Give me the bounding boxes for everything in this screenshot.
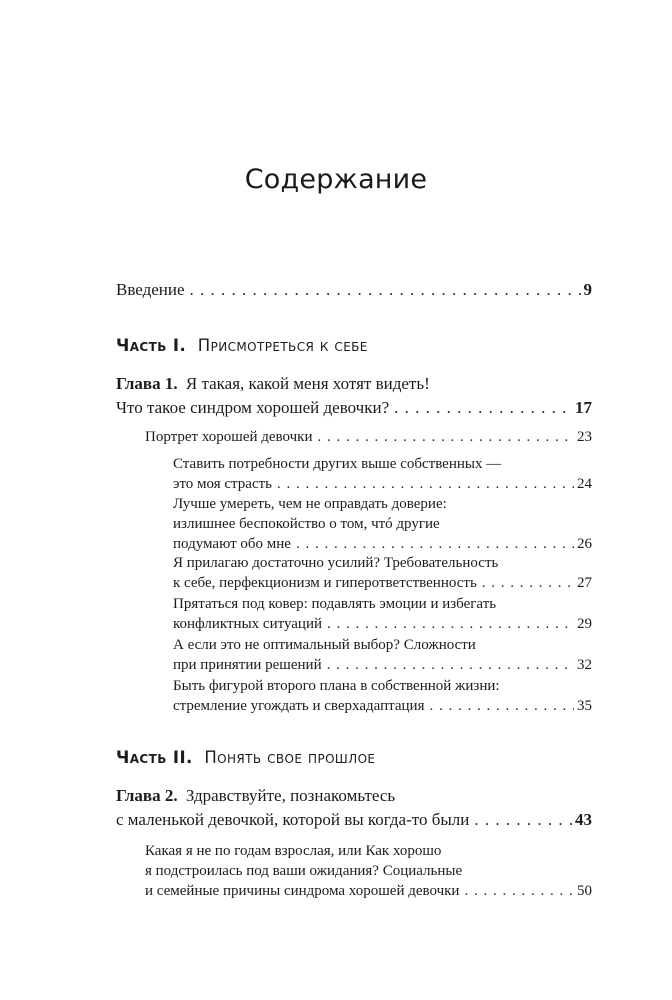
leader-dots: [394, 396, 572, 420]
toc-entry-subsection[interactable]: [173, 635, 592, 675]
leader-dots: [474, 808, 572, 832]
chapter-label: Глава 1.: [116, 374, 178, 393]
part-label: Часть I.: [116, 336, 187, 355]
chapter-title-line: Что такое синдром хорошей девочки?: [116, 398, 390, 417]
toc-entry-text: Портрет хорошей девочки: [145, 429, 313, 445]
leader-dots: [296, 534, 574, 554]
toc-entry-section[interactable]: [145, 841, 592, 901]
toc-entry-text: Лучше умереть, чем не оправдать доверие:: [173, 496, 447, 512]
toc-entry-text: это моя страсть: [173, 476, 273, 492]
toc-page-number: 27: [577, 575, 592, 591]
toc-page-number: 35: [577, 698, 592, 714]
toc-entry-subsection[interactable]: [173, 594, 592, 634]
toc-page-number: 50: [577, 883, 592, 899]
toc-page-number: 26: [577, 536, 592, 552]
chapter-label: Глава 2.: [116, 786, 178, 805]
toc-entry-text: А если это не оптимальный выбор? Сложности: [173, 637, 476, 653]
toc-page-number: 29: [577, 616, 592, 632]
toc-page-number: 32: [577, 657, 592, 673]
toc-entry-intro[interactable]: [116, 278, 592, 302]
part-title: Понять свое прошлое: [204, 748, 376, 767]
toc-entry-subsection[interactable]: [173, 494, 592, 554]
toc-entry-text: я подстроилась под ваши ожидания? Социальные: [145, 863, 463, 879]
toc-entry-text: при принятии решений: [173, 657, 322, 673]
part-label: Часть II.: [116, 748, 193, 767]
toc-entry-text: Быть фигурой второго плана в собственной жизни:: [173, 678, 500, 694]
toc-page-number: 43: [575, 810, 592, 829]
toc-entry-subsection[interactable]: [173, 553, 592, 593]
page-title: Содержание: [244, 164, 428, 195]
leader-dots: [327, 614, 574, 634]
part-heading-1: [116, 336, 592, 355]
toc-entry-text: и семейные причины синдрома хорошей девочки: [145, 883, 460, 899]
chapter-title-line: Я такая, какой меня хотят видеть!: [185, 374, 430, 393]
toc-entry-section[interactable]: [145, 427, 592, 447]
toc-entry-text: излишнее беспокойство о том, чтó другие: [173, 516, 440, 532]
leader-dots: [429, 696, 574, 716]
leader-dots: [464, 881, 574, 901]
toc-page-number: 24: [577, 476, 592, 492]
toc-entry-subsection[interactable]: [173, 676, 592, 716]
toc-entry-chapter-1[interactable]: [116, 372, 592, 420]
toc-entry-text: подумают обо мне: [173, 536, 291, 552]
toc-entry-text: Какая я не по годам взрослая, или Как хорошо: [145, 843, 442, 859]
toc-entry-text: Ставить потребности других выше собственных —: [173, 456, 502, 472]
leader-dots: [482, 573, 574, 593]
toc-entry-text: Прятаться под ковер: подавлять эмоции и избегать: [173, 596, 497, 612]
leader-dots: [190, 278, 581, 302]
toc-page-number: 23: [577, 429, 592, 445]
chapter-title-line: с маленькой девочкой, которой вы когда-то были: [116, 810, 470, 829]
part-title: Присмотреться к себе: [197, 336, 368, 355]
toc-entry-subsection[interactable]: [173, 454, 592, 494]
chapter-title-line: Здравствуйте, познакомьтесь: [185, 786, 396, 805]
toc-page-number: 17: [575, 398, 592, 417]
leader-dots: [277, 474, 574, 494]
toc-page-number: 9: [583, 280, 592, 299]
toc-entry-text: к себе, перфекционизм и гиперответственность: [173, 575, 477, 591]
toc-entry-text: Я прилагаю достаточно усилий? Требовательность: [173, 555, 499, 571]
part-heading-2: [116, 748, 592, 767]
toc-entry-text: конфликтных ситуаций: [173, 616, 322, 632]
leader-dots: [327, 655, 574, 675]
leader-dots: [318, 427, 575, 447]
toc-entry-chapter-2[interactable]: [116, 784, 592, 832]
toc-entry-text: стремление угождать и сверхадаптация: [173, 698, 425, 714]
toc-entry-text: Введение: [116, 280, 185, 299]
